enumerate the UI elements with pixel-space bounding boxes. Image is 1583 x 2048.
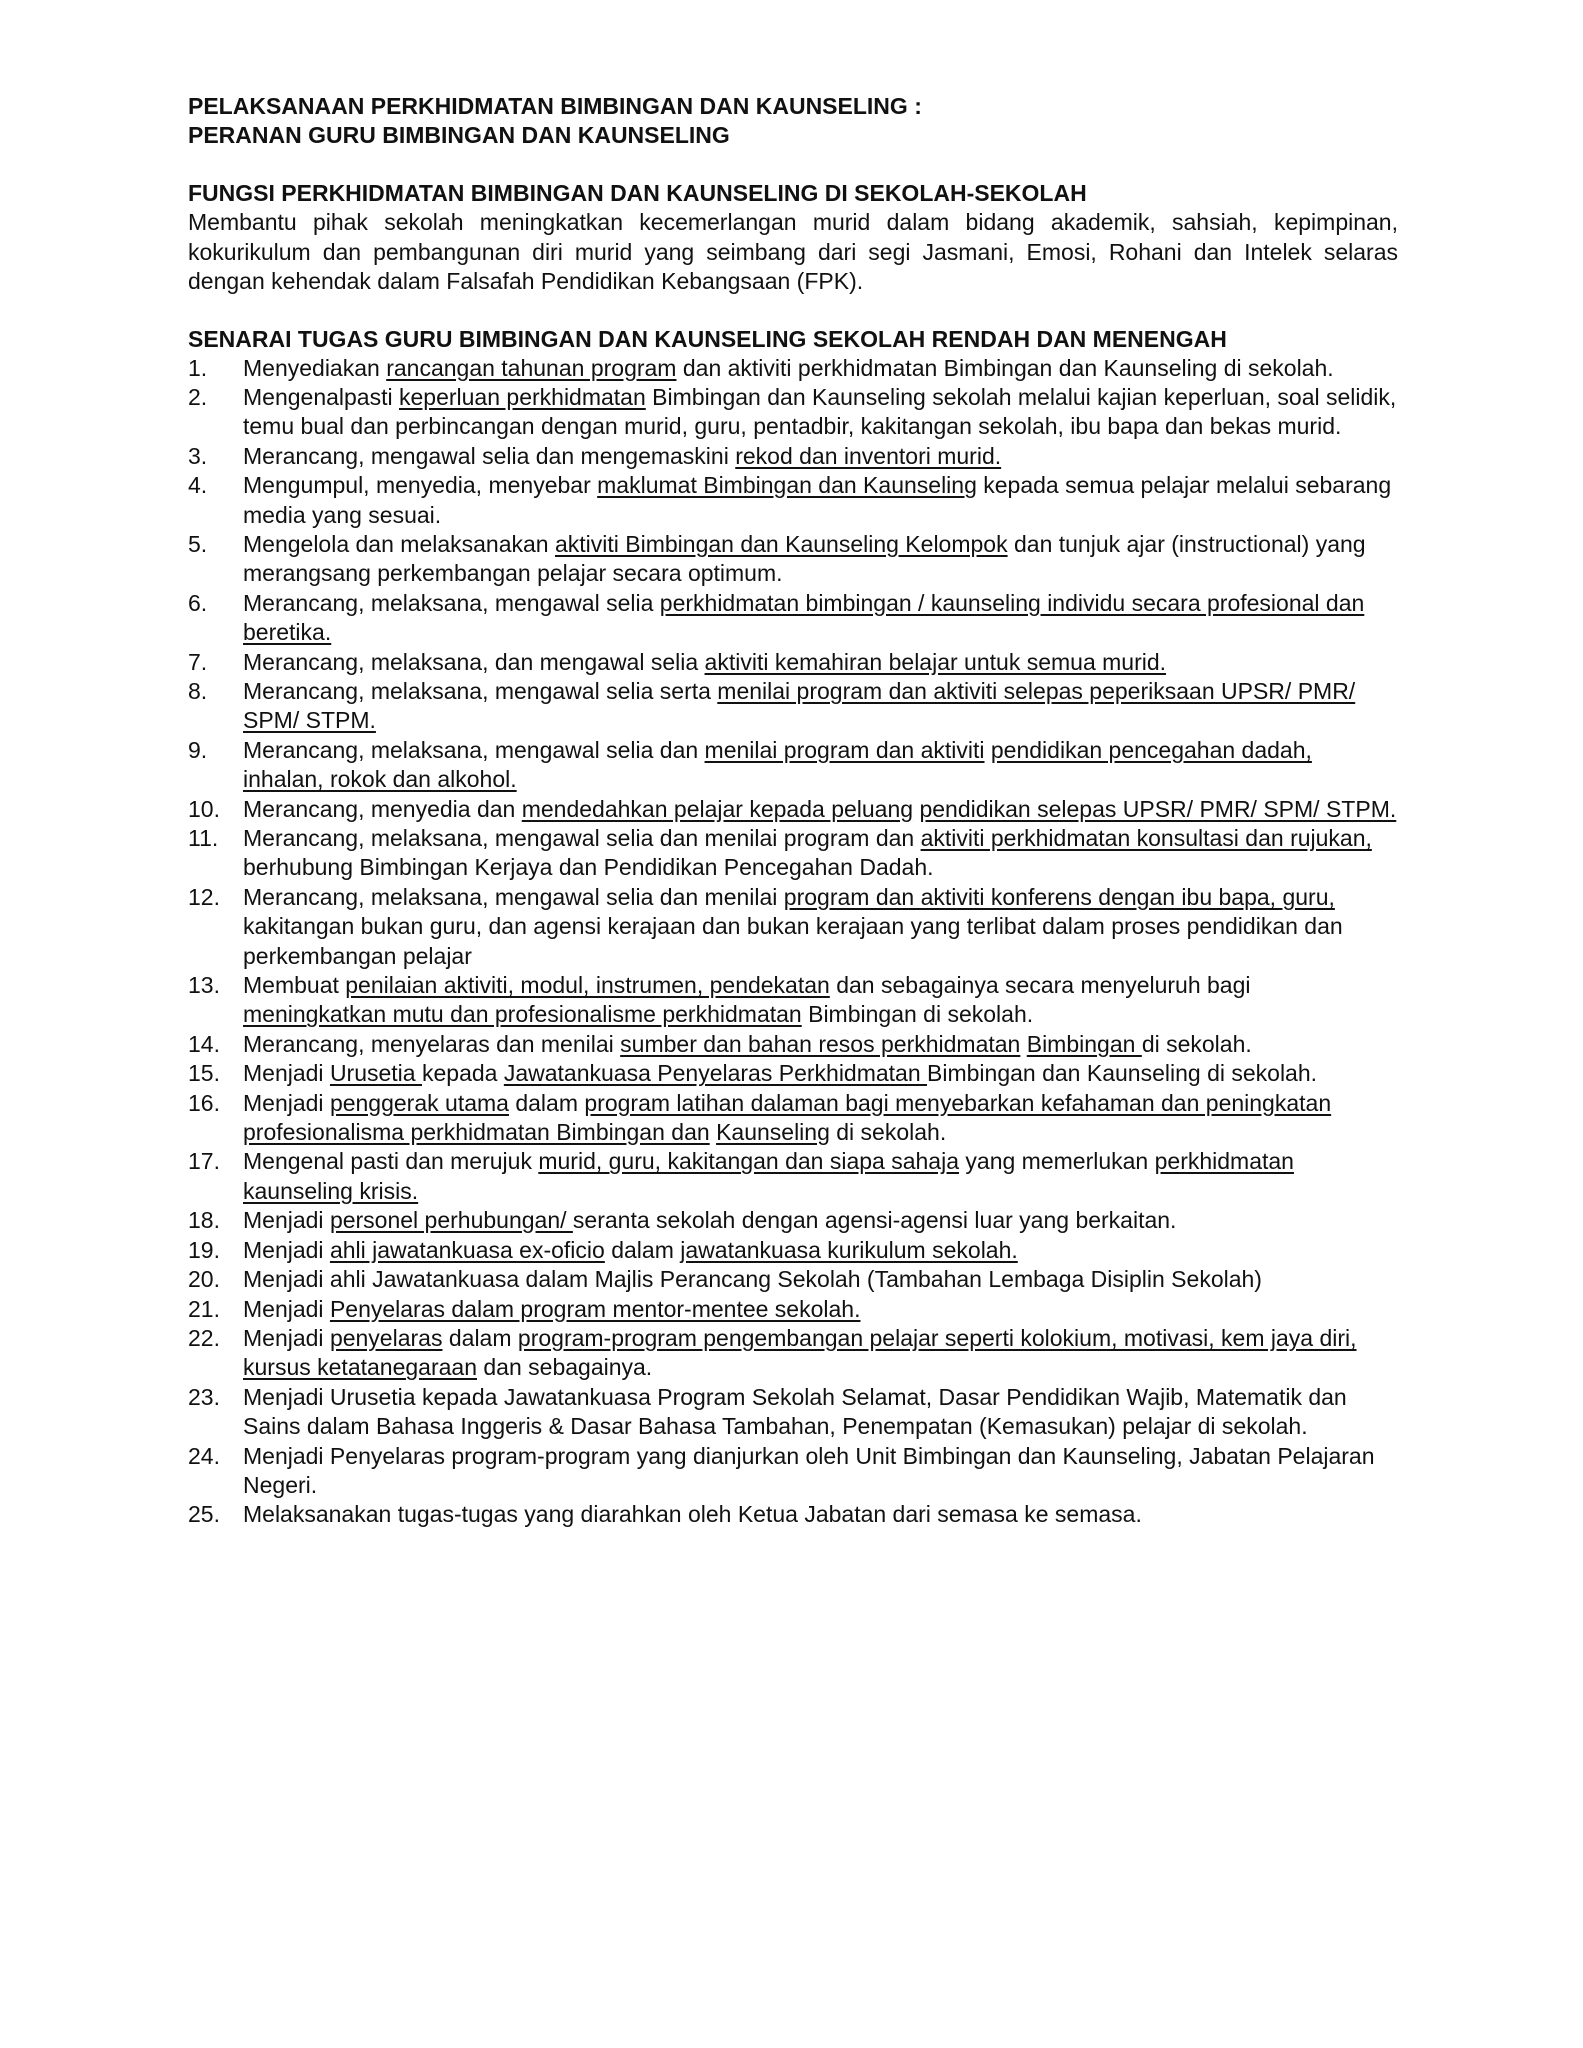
task-text-underlined: ahli jawatankuasa ex-oficio	[329, 1236, 605, 1263]
task-text-underlined: rekod dan inventori murid.	[735, 442, 1002, 469]
task-item	[188, 677, 1398, 736]
task-item	[188, 530, 1398, 589]
task-number: 24.	[188, 1442, 220, 1469]
task-number: 17.	[188, 1148, 220, 1175]
task-item	[188, 1089, 1398, 1148]
task-text-segment: dan sebagainya secara menyeluruh bagi	[829, 972, 1251, 999]
task-text-segment: yang memerlukan	[959, 1148, 1155, 1175]
task-text-segment: berhubung Bimbingan Kerjaya dan Pendidikan Pencegahan Dadah.	[243, 854, 934, 881]
task-text-segment: Menjadi	[243, 1207, 330, 1234]
task-text-segment: Merancang, menyedia dan	[243, 795, 522, 822]
task-number: 23.	[188, 1383, 220, 1410]
task-text-segment: Menjadi	[243, 1295, 330, 1322]
task-text	[243, 1207, 1176, 1233]
task-item	[188, 1236, 1398, 1265]
task-number: 8.	[188, 677, 208, 704]
task-text-underlined: program dan aktiviti konferens dengan ibu bapa, guru,	[783, 883, 1335, 910]
task-text	[243, 531, 1366, 586]
task-item	[188, 824, 1398, 883]
task-text	[243, 1090, 1331, 1145]
task-text-segment: Mengelola dan melaksanakan	[243, 530, 555, 557]
task-number: 22.	[188, 1324, 220, 1351]
tasks-section-heading: SENARAI TUGAS GURU BIMBINGAN DAN KAUNSELING SEKOLAH RENDAH DAN MENENGAH	[188, 325, 1227, 352]
task-text	[243, 443, 1001, 469]
task-text	[243, 1148, 1294, 1203]
task-list	[188, 354, 1398, 1530]
task-text-segment: Mengumpul, menyedia, menyebar	[243, 472, 598, 499]
task-number: 16.	[188, 1089, 220, 1116]
task-text-underlined: penggerak utama	[329, 1089, 509, 1116]
task-text-segment: dalam	[508, 1089, 585, 1116]
task-text-segment: dan aktiviti perkhidmatan Bimbingan dan Kaunseling di sekolah.	[676, 354, 1334, 381]
task-text-segment: Bimbingan di sekolah.	[801, 1001, 1034, 1028]
task-text-underlined: meningkatkan mutu dan profesionalisme perkhidmatan	[243, 1001, 802, 1028]
document-title-line-2: PERANAN GURU BIMBINGAN DAN KAUNSELING	[188, 122, 730, 148]
task-number: 5.	[188, 530, 208, 557]
task-text-segment: di sekolah.	[829, 1119, 947, 1146]
task-text-segment: Menjadi	[243, 1324, 330, 1351]
task-text-segment: Menjadi	[243, 1089, 330, 1116]
task-text-underlined: keperluan perkhidmatan	[399, 383, 646, 410]
task-text	[243, 1501, 1142, 1527]
task-text-underlined: pendidikan pencegahan dadah, inhalan, rokok dan alkohol.	[243, 736, 1312, 793]
document-page	[188, 92, 1398, 1530]
task-text-segment: Merancang, melaksana, mengawal selia serta	[243, 677, 718, 704]
task-item	[188, 1324, 1398, 1383]
task-text	[243, 355, 1334, 381]
task-text-segment: Menjadi Urusetia kepada Jawatankuasa Program Sekolah Selamat, Dasar Pendidikan Wajib, Matematik dan Sains dalam Bahasa Inggeris & Dasar Bahasa Tambahan, Penempatan (Kemasukan) pelajar di sekolah.	[243, 1383, 1347, 1440]
task-text	[243, 1060, 1317, 1086]
task-item	[188, 354, 1398, 383]
task-text-underlined: program-program pengembangan pelajar seperti kolokium, motivasi, kem jaya diri, kursus ketatanegaraan	[243, 1324, 1357, 1381]
task-text-underlined: menilai program dan aktiviti	[704, 736, 985, 763]
task-text-segment: Menyediakan	[243, 354, 387, 381]
task-item	[188, 589, 1398, 648]
task-item	[188, 1030, 1398, 1059]
task-text-underlined: program latihan dalaman bagi menyebarkan kefahaman dan peningkatan profesionalisma perkhidmatan Bimbingan dan	[243, 1089, 1332, 1146]
task-item	[188, 1383, 1398, 1442]
function-section-heading: FUNGSI PERKHIDMATAN BIMBINGAN DAN KAUNSELING DI SEKOLAH-SEKOLAH	[188, 180, 1087, 206]
task-text-segment: Merancang, menyelaras dan menilai	[243, 1030, 621, 1057]
task-text-segment: seranta sekolah dengan agensi-agensi luar yang berkaitan.	[572, 1207, 1177, 1234]
task-text	[243, 972, 1251, 1027]
task-text-segment: kepada semua pelajar melalui sebarang media yang sesuai.	[243, 472, 1392, 528]
task-text-segment: dan sebagainya.	[477, 1354, 653, 1381]
task-text-segment: Merancang, melaksana, mengawal selia dan menilai program dan	[243, 825, 921, 851]
task-text-segment: Merancang, melaksana, mengawal selia dan	[243, 736, 705, 763]
task-number: 18.	[188, 1207, 220, 1234]
task-text-underlined: perkhidmatan kaunseling krisis.	[243, 1148, 1294, 1204]
task-text	[243, 678, 1355, 733]
task-item	[188, 795, 1398, 824]
task-text	[243, 1443, 1375, 1498]
task-number: 14.	[188, 1030, 220, 1057]
task-number: 7.	[188, 648, 208, 675]
task-number: 20.	[188, 1266, 220, 1293]
task-number: 9.	[188, 736, 208, 763]
task-text-segment: di sekolah.	[1141, 1030, 1252, 1057]
task-text	[243, 1384, 1347, 1439]
task-text-segment: Bimbingan dan Kaunseling di sekolah.	[927, 1060, 1318, 1087]
task-text-segment: Mengenalpasti	[243, 383, 399, 410]
task-text-segment: kakitangan bukan guru, dan agensi kerajaan dan bukan kerajaan yang terlibat dalam proses pendidikan dan perkembangan pelajar	[243, 913, 1343, 969]
task-text	[243, 825, 1372, 880]
task-text	[243, 649, 1166, 675]
task-text	[243, 384, 1396, 439]
task-text-segment: Menjadi ahli Jawatankuasa dalam Majlis Perancang Sekolah (Tambahan Lembaga Disiplin Sekolah)	[243, 1266, 1262, 1293]
task-text-underlined: aktiviti perkhidmatan konsultasi dan rujukan,	[920, 825, 1372, 851]
task-text-underlined: penilaian aktiviti, modul, instrumen, pendekatan	[345, 972, 830, 999]
task-number: 12.	[188, 883, 220, 910]
task-text	[243, 796, 1396, 822]
task-text-segment: Menjadi	[243, 1236, 330, 1263]
task-number: 3.	[188, 442, 208, 469]
task-text	[243, 884, 1343, 969]
task-item	[188, 1500, 1398, 1529]
task-number: 21.	[188, 1295, 220, 1322]
task-number: 4.	[188, 472, 208, 499]
task-text-underlined: Jawatankuasa Penyelaras Perkhidmatan	[503, 1060, 928, 1087]
task-text-segment: Membuat	[243, 972, 346, 999]
task-text-segment: Menjadi	[243, 1060, 330, 1087]
task-item	[188, 1442, 1398, 1501]
task-item	[188, 648, 1398, 677]
task-text-underlined: Kaunseling	[716, 1119, 830, 1146]
task-text-segment: dalam	[604, 1236, 681, 1263]
task-text-underlined: pendidikan selepas UPSR/ PMR/ SPM/ STPM.	[919, 795, 1397, 822]
task-text-underlined: perkhidmatan bimbingan / kaunseling individu secara profesional dan beretika.	[243, 589, 1365, 646]
task-text	[243, 737, 1312, 792]
task-number: 11.	[188, 825, 219, 851]
task-text-underlined: aktiviti Bimbingan dan Kaunseling Kelompok	[554, 530, 1008, 557]
task-text-underlined: penyelaras	[329, 1324, 443, 1351]
task-text	[243, 590, 1364, 645]
task-item	[188, 1147, 1398, 1206]
task-number: 10.	[188, 795, 220, 822]
task-text-segment: Menjadi Penyelaras program-program yang dianjurkan oleh Unit Bimbingan dan Kaunseling, Jabatan Pelajaran Negeri.	[243, 1442, 1375, 1498]
task-text-segment: Merancang, melaksana, dan mengawal selia	[243, 648, 705, 675]
task-text	[243, 1325, 1357, 1380]
task-text	[243, 1296, 860, 1322]
task-item	[188, 971, 1398, 1030]
task-text-underlined: personel perhubungan/	[329, 1207, 573, 1234]
task-text-underlined: Bimbingan	[1026, 1030, 1142, 1057]
task-text-segment: dalam	[442, 1324, 518, 1351]
task-item	[188, 736, 1398, 795]
task-number: 6.	[188, 589, 208, 616]
task-text-underlined: aktiviti kemahiran belajar untuk semua murid.	[704, 648, 1167, 675]
spacer	[188, 297, 1398, 325]
task-text-segment: Merancang, melaksana, mengawal selia	[243, 589, 660, 616]
task-text-segment: Merancang, mengawal selia dan mengemaskini	[243, 442, 736, 469]
task-text-underlined: rancangan tahunan program	[386, 354, 677, 381]
task-text-underlined: menilai program dan aktiviti selepas peperiksaan UPSR/ PMR/ SPM/ STPM.	[243, 677, 1356, 734]
task-item	[188, 883, 1398, 971]
task-item	[188, 1059, 1398, 1088]
task-item	[188, 1206, 1398, 1235]
task-text	[243, 472, 1391, 527]
task-item	[188, 1265, 1398, 1294]
function-section-text: Membantu pihak sekolah meningkatkan kecemerlangan murid dalam bidang akademik, sahsiah, kepimpinan, kokurikulum dan pembangunan diri murid yang seimbang dari segi Jasmani, Emosi, Rohani dan Intelek selaras dengan kehendak dalam Falsafah Pendidikan Kebangsaan (FPK).	[188, 209, 1398, 294]
task-number: 25.	[188, 1501, 220, 1528]
task-text	[243, 1266, 1262, 1292]
task-text-underlined: maklumat Bimbingan dan Kaunseling	[597, 472, 977, 499]
task-item	[188, 1295, 1398, 1324]
task-item	[188, 383, 1398, 442]
task-text-underlined: Penyelaras dalam program mentor-mentee sekolah.	[329, 1295, 861, 1322]
task-item	[188, 471, 1398, 530]
task-text-underlined: mendedahkan pelajar kepada peluang	[521, 795, 914, 822]
task-item	[188, 442, 1398, 471]
task-text	[243, 1031, 1252, 1057]
task-text	[243, 1237, 1018, 1263]
task-text-segment: Mengenal pasti dan merujuk	[243, 1148, 539, 1175]
task-text-segment: kepada	[421, 1060, 504, 1087]
task-text-underlined: sumber dan bahan resos perkhidmatan	[620, 1030, 1021, 1057]
task-text-underlined: murid, guru, kakitangan dan siapa sahaja	[538, 1148, 960, 1175]
task-text-underlined: Urusetia	[329, 1060, 422, 1087]
task-text-segment: Bimbingan dan Kaunseling sekolah melalui kajian keperluan, soal selidik, temu bual dan perbincangan dengan murid, guru, pentadbir, kakitangan sekolah, ibu bapa dan bekas murid.	[243, 383, 1397, 440]
task-number: 15.	[188, 1060, 220, 1087]
task-number: 2.	[188, 383, 208, 410]
task-number: 19.	[188, 1236, 220, 1263]
task-number: 13.	[188, 972, 220, 999]
document-title-line-1: PELAKSANAAN PERKHIDMATAN BIMBINGAN DAN KAUNSELING :	[188, 93, 922, 119]
spacer	[188, 150, 1398, 179]
task-text-segment: dan tunjuk ajar (instructional) yang merangsang perkembangan pelajar secara optimum.	[243, 530, 1366, 587]
task-text-underlined: jawatankuasa kurikulum sekolah.	[680, 1236, 1018, 1263]
task-text-segment: Merancang, melaksana, mengawal selia dan menilai	[243, 883, 784, 910]
task-text-segment: Melaksanakan tugas-tugas yang diarahkan oleh Ketua Jabatan dari semasa ke semasa.	[243, 1501, 1142, 1528]
task-number: 1.	[188, 354, 208, 381]
